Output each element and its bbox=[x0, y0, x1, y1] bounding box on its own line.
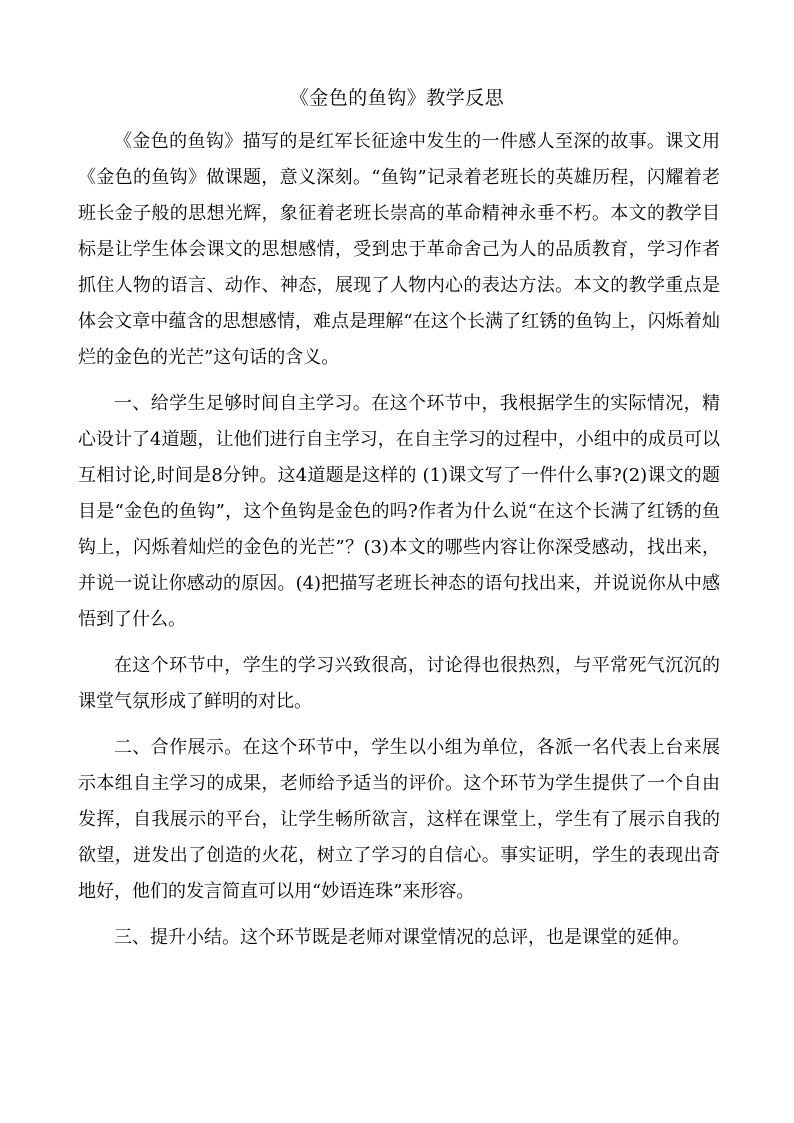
document-title: 《金色的鱼钩》教学反思 bbox=[289, 87, 505, 109]
paragraph-step-two: 二、合作展示。在这个环节中，学生以小组为单位，各派一名代表上台来展示本组自主学习的成果，老师给予适当的评价。这个环节为学生提供了一个自由发挥，自我展示的平台，让学生畅所欲言，这样在课堂上，学生有了展示自我的欲望，迸发出了创造的火花，树立了学习的自信心。事实证明，学生的表现出奇地好，他们的发言简直可以用“妙语连珠”来形容。 bbox=[78, 737, 720, 902]
document-body bbox=[78, 124, 720, 956]
paragraph-intro: 《金色的鱼钩》描写的是红军长征途中发生的一件感人至深的故事。课文用《金色的鱼钩》做课题，意义深刻。“鱼钩”记录着老班长的英雄历程，闪耀着老班长金子般的思想光辉，象征着老班长崇高的革命精神永垂不朽。本文的教学目标是让学生体会课文的思想感情，受到忠于革命舍己为人的品质教育，学习作者抓住人物的语言、动作、神态，展现了人物内心的表达方法。本文的教学重点是体会文章中蕴含的思想感情，难点是理解“在这个长满了红锈的鱼钩上，闪烁着灿烂的金色的光芒”这句话的含义。 bbox=[78, 131, 720, 368]
paragraph-step-one-result: 在这个环节中，学生的学习兴致很高，讨论得也很热烈，与平常死气沉沉的课堂气氛形成了鲜明的对比。 bbox=[78, 655, 720, 712]
paragraph-step-one: 一、给学生足够时间自主学习。在这个环节中，我根据学生的实际情况，精心设计了4道题，让他们进行自主学习，在自主学习的过程中，小组中的成员可以互相讨论,时间是8分钟。这4道题是这样的 (1)课文写了一件什么事?(2)课文的题目是“金色的鱼钩”，这个鱼钩是金色的吗?作者为什么说“在这个长满了红锈的鱼钩上，闪烁着灿烂的金色的光芒”？(3)本文的哪些内容让你深受感动，找出来，并说一说让你感动的原因。(4)把描写老班长神态的语句找出来，并说说你从中感悟到了什么。 bbox=[78, 393, 720, 630]
paragraph-step-three: 三、提升小结。这个环节既是老师对课堂情况的总评，也是课堂的延伸。 bbox=[114, 927, 690, 948]
